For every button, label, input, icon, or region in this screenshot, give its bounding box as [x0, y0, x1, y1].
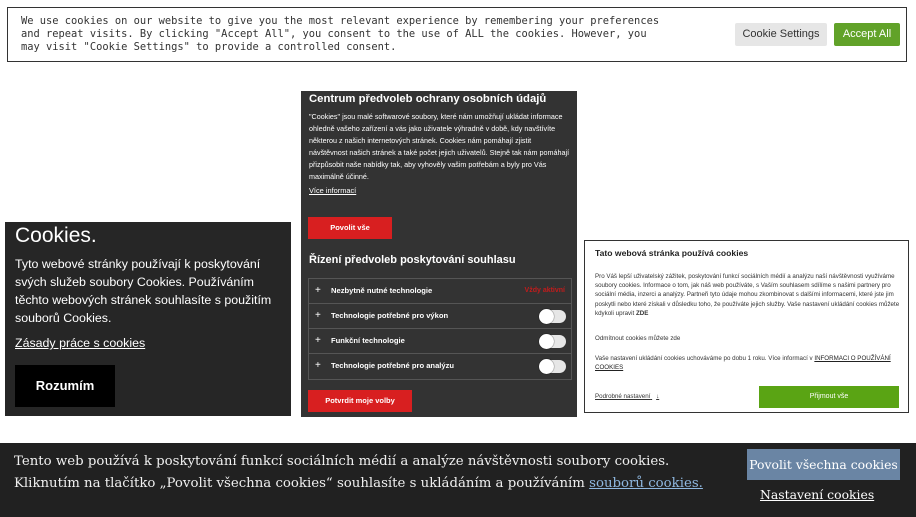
consent-toggle[interactable] [540, 360, 566, 373]
cookie-settings-button[interactable]: Cookie Settings [735, 23, 827, 46]
banner-text [14, 451, 734, 495]
cookie-policy-link[interactable]: Zásady práce s cookies [15, 336, 146, 350]
category-label: Technologie potřebné pro analýzu [331, 361, 455, 370]
consent-categories [308, 278, 572, 380]
banner-title: Cookies. [15, 224, 97, 247]
description-text: Pro Váš lepší uživatelský zážitek, poskytování funkcí sociálních médií a analýzu naší návštěvnosti využíváme soubory cookies. Informace o tom, jak náš web používáte, s Vaším souhlasem sdílíme s našimi partnery pro sociální média, inzerci a analýzy. Partneři tyto údaje mohou zkombinovat s dalšími informacemi, které jste jim poskytli nebo které získali v důsledku toho, že používáte jejich služby. Vaše nastavení ukládání cookies můžete kdykoli upravit [595, 273, 900, 317]
cookie-banner-bottom [0, 443, 916, 517]
consent-section-title: Řízení předvoleb poskytování souhlasu [309, 254, 516, 266]
always-active-label: Vždy aktivní [524, 287, 565, 294]
category-label: Funkční technologie [331, 336, 405, 345]
cookie-settings-link[interactable]: Nastavení cookies [760, 487, 875, 502]
accept-all-button[interactable]: Přijmout vše [759, 386, 899, 408]
expand-icon[interactable]: + [315, 285, 321, 296]
category-label: Technologie potřebné pro výkon [331, 311, 449, 320]
revoke-text: Odmítnout cookies můžete zde [595, 335, 681, 342]
allow-all-cookies-button[interactable]: Povolit všechna cookies [747, 449, 900, 480]
banner-title: Tato webová stránka používá cookies [595, 248, 749, 258]
category-row[interactable] [309, 279, 571, 304]
category-row[interactable] [309, 354, 571, 378]
expand-icon[interactable]: + [315, 360, 321, 371]
detailed-settings-label: Podrobné nastavení [595, 393, 651, 400]
retention-label: Vaše nastavení ukládání cookies uchováváme po dobu 1 roku. Více informací v [595, 355, 813, 362]
consent-toggle[interactable] [540, 310, 566, 323]
privacy-preference-center [301, 91, 577, 417]
understand-button[interactable]: Rozumím [15, 365, 115, 407]
expand-icon[interactable]: + [315, 335, 321, 346]
cookie-banner-english [7, 7, 907, 62]
chevron-down-icon: ↓ [656, 393, 660, 400]
category-row[interactable] [309, 304, 571, 329]
banner-description [595, 272, 901, 318]
panel-title: Centrum předvoleb ochrany osobních údajů [309, 93, 547, 105]
consent-toggle[interactable] [540, 335, 566, 348]
banner-message: Tento web používá k poskytování funkcí sociálních médií a analýze návštěvnosti soubory cookies. Kliknutím na tlačítko „Povolit všechna cookies“ souhlasíte s ukládáním a používáním [14, 454, 670, 491]
category-row[interactable] [309, 329, 571, 354]
category-label: Nezbytně nutné technologie [331, 286, 433, 295]
confirm-choices-button[interactable]: Potvrdit moje volby [308, 390, 412, 412]
panel-description: "Cookies" jsou malé softwarové soubory, které nám umožňují ukládat informace ohledně vašeho zařízení a vás jako uživatele výhradně v době, kdy navštívíte některou z našich internetových stránek. Cookies nám pomáhají zjistit návštěvnost našich stránek a také počet jejich uživatelů. Stejně tak nám pomáhají přizpůsobit naše nabídky tak, aby vyhověly vašim potřebám a byly pro Vás maximálně účinné. [309, 112, 570, 182]
retention-text [595, 354, 895, 372]
cookie-banner-white [584, 240, 909, 413]
expand-icon[interactable]: + [315, 310, 321, 321]
here-link[interactable]: ZDE [635, 309, 649, 317]
cookies-link[interactable]: souborů cookies. [589, 476, 703, 491]
banner-body: Tyto webové stránky používají k poskytování svých služeb soubory Cookies. Používáním těchto webových stránek souhlasíte s použitím souborů Cookies. [15, 257, 272, 325]
cookie-info-link[interactable]: INFORMACI O POUŽÍVÁNÍ COOKIES [595, 355, 891, 372]
accept-all-button[interactable]: Accept All [834, 23, 900, 46]
detailed-settings-link[interactable] [595, 393, 659, 400]
allow-all-button[interactable]: Povolit vše [308, 217, 392, 239]
more-info-link[interactable]: Více informací [309, 186, 357, 195]
cookie-banner-dark [5, 222, 291, 416]
banner-text: We use cookies on our website to give you the most relevant experience by remembering your preferences and repeat visits. By clicking "Accept All", you consent to the use of ALL the cookies. However, you may visit "Cookie Settings" to provide a controlled consent. [21, 15, 660, 53]
